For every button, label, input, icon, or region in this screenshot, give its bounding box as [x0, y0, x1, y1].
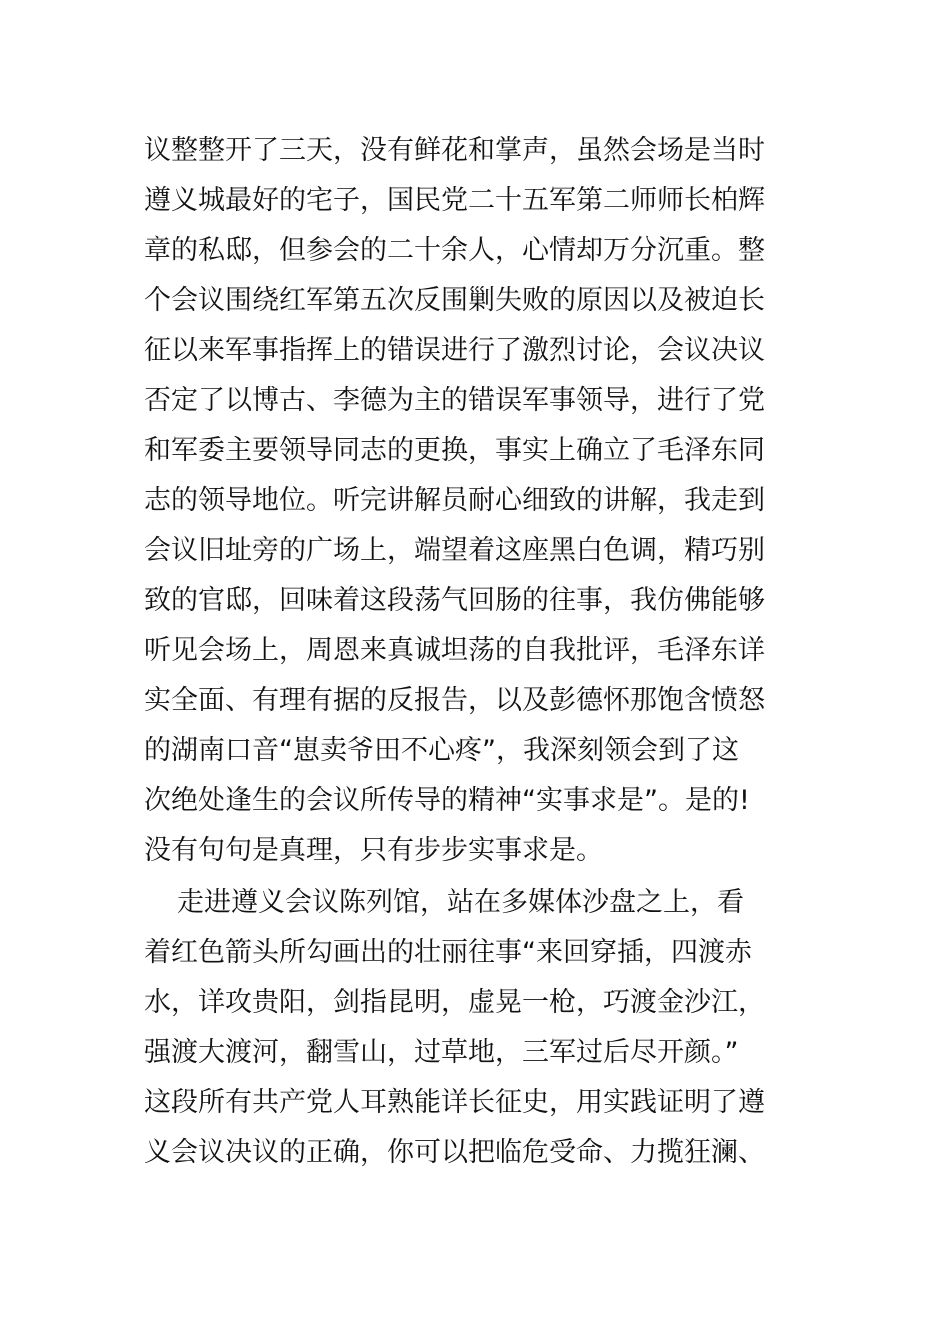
paragraph-line: 遵义城最好的宅子，国民党二十五军第二师师长柏辉	[144, 185, 765, 216]
paragraph-line: 个会议围绕红军第五次反围剿失败的原因以及被迫长	[144, 285, 765, 316]
paragraph-line: 实全面、有理有据的反报告，以及彭德怀那饱含愤怒	[144, 685, 765, 716]
paragraph-line: 的湖南口音“崽卖爷田不心疼”，我深刻领会到了这	[144, 735, 739, 766]
paragraph-1	[144, 126, 824, 876]
paragraph-line: 没有句句是真理，只有步步实事求是。	[144, 835, 603, 866]
paragraph-line: 强渡大渡河，翻雪山，过草地，三军过后尽开颜。”	[144, 1037, 739, 1068]
paragraph-line: 否定了以博古、李德为主的错误军事领导，进行了党	[144, 385, 765, 416]
paragraph-line: 章的私邸，但参会的二十余人，心情却万分沉重。整	[144, 235, 765, 266]
paragraph-line: 征以来军事指挥上的错误进行了激烈讨论，会议决议	[144, 335, 765, 366]
paragraph-line: 走进遵义会议陈列馆，站在多媒体沙盘之上，看	[177, 887, 744, 918]
paragraph-line: 会议旧址旁的广场上，端望着这座黑白色调，精巧别	[144, 535, 765, 566]
paragraph-line: 次绝处逢生的会议所传导的精神“实事求是”。是的!	[144, 785, 750, 816]
paragraph-line: 和军委主要领导同志的更换，事实上确立了毛泽东同	[144, 435, 765, 466]
paragraph-line: 这段所有共产党人耳熟能详长征史，用实践证明了遵	[144, 1087, 765, 1118]
paragraph-2	[144, 878, 824, 1178]
paragraph-line: 水，详攻贵阳，剑指昆明，虚晃一枪，巧渡金沙江，	[144, 987, 765, 1018]
paragraph-line: 志的领导地位。听完讲解员耐心细致的讲解，我走到	[144, 485, 765, 516]
paragraph-line: 致的官邸，回味着这段荡气回肠的往事，我仿佛能够	[144, 585, 765, 616]
paragraph-line: 着红色箭头所勾画出的壮丽往事“来回穿插，四渡赤	[144, 937, 752, 968]
paragraph-line: 议整整开了三天，没有鲜花和掌声，虽然会场是当时	[144, 135, 765, 166]
paragraph-line: 听见会场上，周恩来真诚坦荡的自我批评，毛泽东详	[144, 635, 765, 666]
paragraph-line: 义会议决议的正确，你可以把临危受命、力揽狂澜、	[144, 1137, 765, 1168]
